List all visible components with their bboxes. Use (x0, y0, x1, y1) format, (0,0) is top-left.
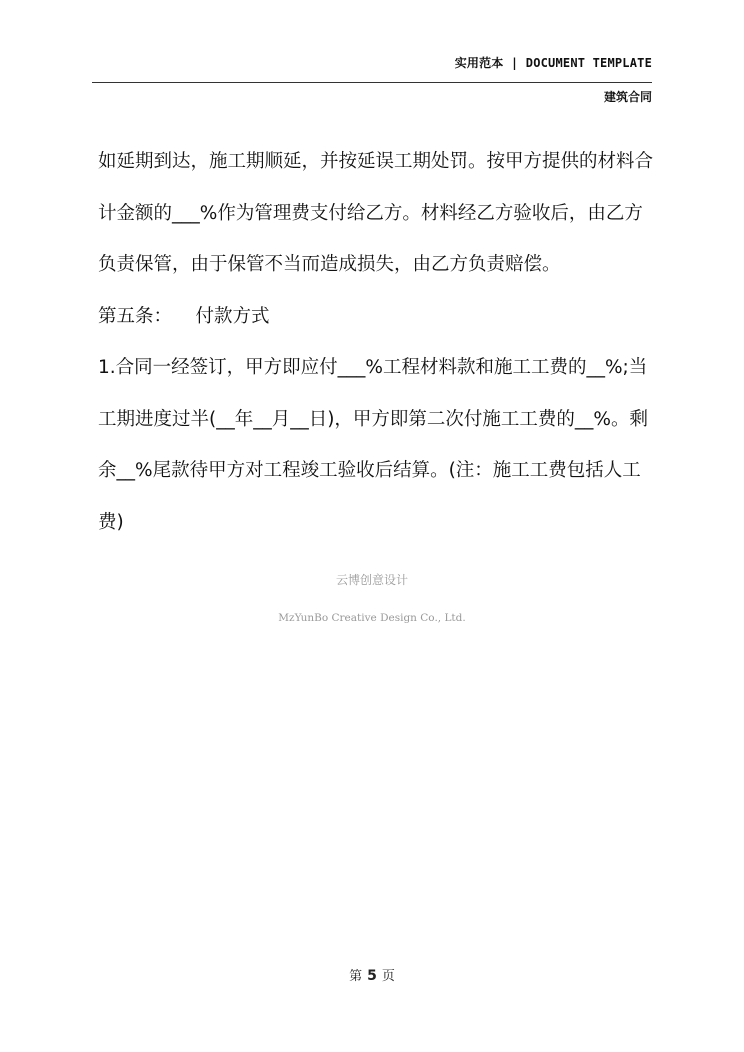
header-title: 实用范本 | DOCUMENT TEMPLATE (454, 56, 652, 70)
paragraph-material-delay: 如延期到达，施工期顺延，并按延误工期处罚。按甲方提供的材料合计金额的___%作为管理费支付给乙方。材料经乙方验收后，由乙方负责保管，由于保管不当而造成损失，由乙方负责赔偿。 (98, 151, 654, 275)
header-subtitle: 建筑合同 (603, 90, 652, 104)
page-number (0, 965, 744, 984)
page-number-value: 5 (367, 968, 377, 984)
header-divider (92, 82, 652, 83)
page-prefix: 第 (349, 969, 363, 984)
document-body (98, 136, 658, 548)
paragraph-payment-terms: 1.合同一经签订，甲方即应付___%工程材料款和施工工费的__%;当工期进度过半(__年__月__日)，甲方即第二次付施工工费的__%。剩余__%尾款待甲方对工程竣工验收后结算。(注：施工工费包括人工费) (98, 357, 649, 533)
page-suffix: 页 (381, 969, 395, 984)
article-5-heading: 第五条： 付款方式 (98, 305, 270, 327)
footer-company-cn: 云博创意设计 (335, 573, 408, 587)
footer-company-en: MzYunBo Creative Design Co., Ltd. (278, 612, 466, 624)
